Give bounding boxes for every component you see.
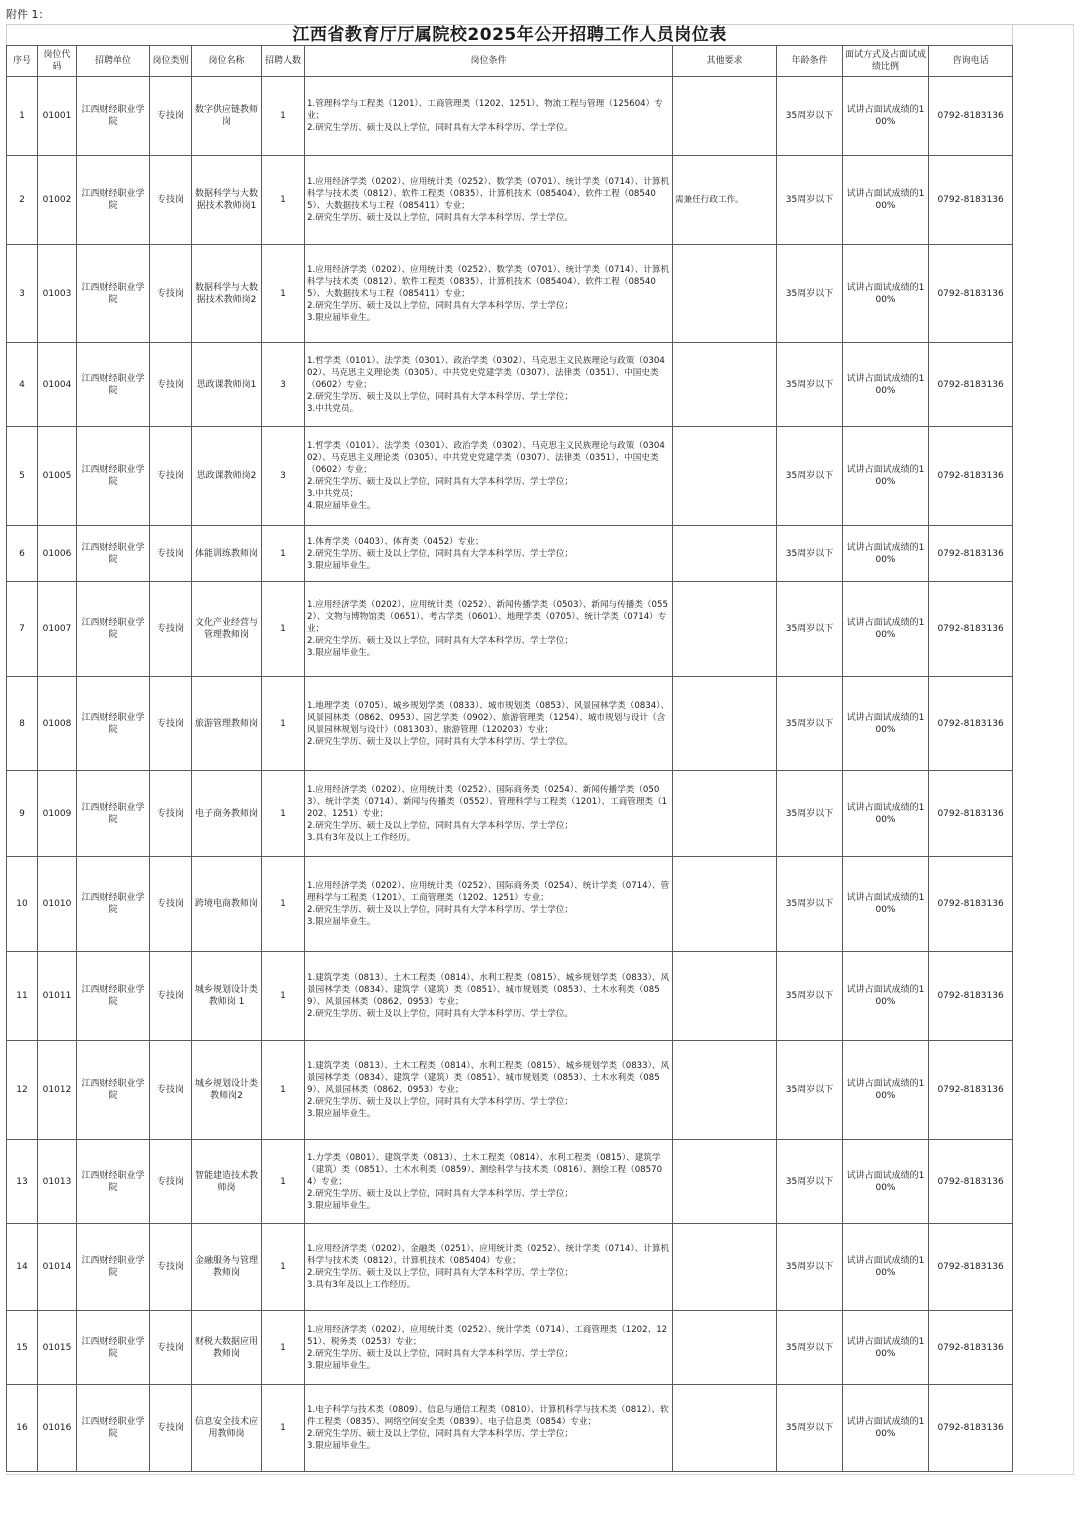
cell-code: 01011 <box>38 952 77 1041</box>
cell-unit: 江西财经职业学院 <box>77 771 150 857</box>
cell-other <box>673 1311 777 1385</box>
cell-seq: 3 <box>7 245 38 343</box>
cell-count: 1 <box>262 1311 305 1385</box>
condition-line: 2.研究生学历、硕士及以上学位，同时具有大学本科学历、学士学位； <box>307 391 574 402</box>
cell-unit: 江西财经职业学院 <box>77 343 150 427</box>
cell-age: 35周岁以下 <box>777 245 843 343</box>
cell-unit: 江西财经职业学院 <box>77 526 150 582</box>
condition-line: 2.研究生学历、硕士及以上学位，同时具有大学本科学历、学士学位； <box>307 1429 574 1439</box>
cell-post-name: 电子商务教师岗 <box>192 771 262 857</box>
cell-post-name: 金融服务与管理教师岗 <box>192 1224 262 1311</box>
cell-interview: 试讲占面试成绩的100% <box>843 343 929 427</box>
cell-category: 专技岗 <box>150 1311 192 1385</box>
cell-other <box>673 77 777 156</box>
table-row <box>7 1041 1013 1140</box>
cell-phone: 0792-8183136 <box>929 1224 1013 1311</box>
condition-line: 4.限应届毕业生。 <box>307 501 376 511</box>
cell-seq: 16 <box>7 1385 38 1472</box>
condition-line: 1.应用经济学类（0202）、应用统计类（0252）、国际商务类（0254）、新闻传播学类（0503）、统计学类（0714）、新闻与传播类（0552）、管理科学与工程类（1201）、工商管理类（1202、1251）专业； <box>307 784 668 819</box>
cell-count: 3 <box>262 343 305 427</box>
table-row <box>7 156 1013 245</box>
condition-line: 1.应用经济学类（0202）、应用统计类（0252）、新闻传播学类（0503）、新闻与传播类（0552）、文物与博物馆类（0651）、考古学类（0601）、地理学类（0705）、统计学类（0714）专业； <box>307 600 668 634</box>
cell-age: 35周岁以下 <box>777 526 843 582</box>
condition-line: 1.哲学类（0101）、法学类（0301）、政治学类（0302）、马克思主义民族理论与政策（030402）、马克思主义理论类（0305）、中共党史党建学类（0307）、法律类（0351）、中国史类（0602）专业； <box>307 441 665 475</box>
condition-line: 2.研究生学历、硕士及以上学位，同时具有大学本科学历、学士学位； <box>307 548 574 559</box>
cell-phone: 0792-8183136 <box>929 1311 1013 1385</box>
table-row <box>7 77 1013 156</box>
condition-line: 3.限应届毕业生。 <box>307 1441 376 1451</box>
cell-conditions <box>305 857 673 952</box>
cell-count: 1 <box>262 526 305 582</box>
cell-other <box>673 952 777 1041</box>
cell-count: 1 <box>262 857 305 952</box>
cell-age: 35周岁以下 <box>777 1385 843 1472</box>
cell-post-name: 体能训练教师岗 <box>192 526 262 582</box>
cell-count: 3 <box>262 427 305 526</box>
condition-line: 3.限应届毕业生。 <box>307 1360 376 1371</box>
condition-line: 2.研究生学历、硕士及以上学位，同时具有大学本科学历、学士学位。 <box>307 1009 574 1019</box>
cell-post-name: 思政课教师岗2 <box>192 427 262 526</box>
cell-conditions <box>305 427 673 526</box>
condition-line: 3.限应届毕业生。 <box>307 917 376 927</box>
condition-line: 1.应用经济学类（0202）、应用统计类（0252）、国际商务类（0254）、统计学类（0714）、管理科学与工程类（1201）、工商管理类（1202、1251）专业； <box>307 881 670 903</box>
cell-age: 35周岁以下 <box>777 427 843 526</box>
condition-line: 1.应用经济学类（0202）、应用统计类（0252）、数学类（0701）、统计学类（0714）、计算机科学与技术类（0812）、软件工程类（0835）、计算机技术（085404）、软件工程（085405）、大数据技术与工程（085411）专业； <box>307 177 670 211</box>
cell-seq: 11 <box>7 952 38 1041</box>
cell-unit: 江西财经职业学院 <box>77 245 150 343</box>
cell-code: 01013 <box>38 1140 77 1224</box>
condition-line: 2.研究生学历、硕士及以上学位，同时具有大学本科学历、学士学位。 <box>307 736 574 747</box>
cell-count: 1 <box>262 582 305 677</box>
cell-count: 1 <box>262 156 305 245</box>
table-row <box>7 343 1013 427</box>
cell-category: 专技岗 <box>150 582 192 677</box>
table-row <box>7 952 1013 1041</box>
cell-count: 1 <box>262 1385 305 1472</box>
cell-seq: 1 <box>7 77 38 156</box>
condition-line: 3.限应届毕业生。 <box>307 1109 376 1119</box>
condition-line: 1.建筑学类（0813）、土木工程类（0814）、水利工程类（0815）、城乡规划学类（0833）、风景园林学类（0834）、建筑学（建筑）类（0851）、城市规划类（0853）、土木水利类（0859）、风景园林类（0862、0953）专业； <box>307 973 670 1007</box>
cell-post-name: 数据科学与大数据技术教师岗1 <box>192 156 262 245</box>
cell-conditions <box>305 1041 673 1140</box>
cell-seq: 9 <box>7 771 38 857</box>
condition-line: 3.限应届毕业生。 <box>307 1200 376 1211</box>
cell-unit: 江西财经职业学院 <box>77 952 150 1041</box>
cell-seq: 6 <box>7 526 38 582</box>
cell-count: 1 <box>262 677 305 771</box>
cell-code: 01016 <box>38 1385 77 1472</box>
condition-line: 1.力学类（0801）、建筑学类（0813）、土木工程类（0814）、水利工程类（0815）、建筑学（建筑）类（0851）、土木水利类（0859）、测绘科学与技术类（0816）、测绘工程（085704）专业； <box>307 1152 663 1187</box>
cell-age: 35周岁以下 <box>777 582 843 677</box>
header-phone: 咨询电话 <box>929 46 1013 77</box>
cell-conditions <box>305 1311 673 1385</box>
cell-age: 35周岁以下 <box>777 156 843 245</box>
cell-category: 专技岗 <box>150 1041 192 1140</box>
cell-phone: 0792-8183136 <box>929 1385 1013 1472</box>
cell-phone: 0792-8183136 <box>929 427 1013 526</box>
cell-phone: 0792-8183136 <box>929 156 1013 245</box>
cell-phone: 0792-8183136 <box>929 77 1013 156</box>
cell-interview: 试讲占面试成绩的100% <box>843 427 929 526</box>
cell-count: 1 <box>262 1140 305 1224</box>
cell-code: 01002 <box>38 156 77 245</box>
condition-line: 2.研究生学历、硕士及以上学位，同时具有大学本科学历、学士学位； <box>307 820 574 831</box>
cell-interview: 试讲占面试成绩的100% <box>843 677 929 771</box>
sheet-gridline <box>6 1474 1074 1475</box>
cell-category: 专技岗 <box>150 1224 192 1311</box>
cell-other <box>673 1224 777 1311</box>
condition-line: 3.中共党员； <box>307 489 359 499</box>
positions-table <box>6 24 1013 1472</box>
cell-conditions <box>305 582 673 677</box>
cell-post-name: 智能建造技术教师岗 <box>192 1140 262 1224</box>
condition-line: 1.哲学类（0101）、法学类（0301）、政治学类（0302）、马克思主义民族理论与政策（030402）、马克思主义理论类（0305）、中共党史党建学类（0307）、法律类（0351）、中国史类（0602）专业； <box>307 355 665 390</box>
header-unit: 招聘单位 <box>77 46 150 77</box>
header-interview: 面试方式及占面试成绩比例 <box>843 46 929 77</box>
cell-seq: 12 <box>7 1041 38 1140</box>
cell-post-name: 城乡规划设计类教师岗 1 <box>192 952 262 1041</box>
cell-unit: 江西财经职业学院 <box>77 1311 150 1385</box>
cell-conditions <box>305 1140 673 1224</box>
cell-conditions <box>305 526 673 582</box>
header-other: 其他要求 <box>673 46 777 77</box>
cell-other <box>673 771 777 857</box>
condition-line: 2.研究生学历、硕士及以上学位，同时具有大学本科学历、学士学位。 <box>307 123 574 133</box>
cell-count: 1 <box>262 771 305 857</box>
condition-line: 2.研究生学历、硕士及以上学位，同时具有大学本科学历、学士学位； <box>307 1188 574 1199</box>
cell-unit: 江西财经职业学院 <box>77 1385 150 1472</box>
table-row <box>7 427 1013 526</box>
cell-unit: 江西财经职业学院 <box>77 77 150 156</box>
cell-phone: 0792-8183136 <box>929 952 1013 1041</box>
condition-line: 3.限应届毕业生。 <box>307 648 376 658</box>
cell-phone: 0792-8183136 <box>929 245 1013 343</box>
cell-conditions <box>305 77 673 156</box>
cell-other <box>673 1385 777 1472</box>
cell-category: 专技岗 <box>150 427 192 526</box>
cell-post-name: 旅游管理教师岗 <box>192 677 262 771</box>
cell-age: 35周岁以下 <box>777 952 843 1041</box>
cell-interview: 试讲占面试成绩的100% <box>843 1041 929 1140</box>
cell-post-name: 数字供应链教师岗 <box>192 77 262 156</box>
cell-category: 专技岗 <box>150 677 192 771</box>
cell-other <box>673 1041 777 1140</box>
condition-line: 1.应用经济学类（0202）、应用统计类（0252）、数学类（0701）、统计学类（0714）、计算机科学与技术类（0812）、软件工程类（0835）、计算机技术（085404）、软件工程（085405）、大数据技术与工程（085411）专业； <box>307 264 670 299</box>
cell-phone: 0792-8183136 <box>929 582 1013 677</box>
header-category: 岗位类别 <box>150 46 192 77</box>
cell-other <box>673 343 777 427</box>
cell-post-name: 文化产业经营与管理教师岗 <box>192 582 262 677</box>
condition-line: 2.研究生学历、硕士及以上学位，同时具有大学本科学历、学士学位； <box>307 636 574 646</box>
cell-category: 专技岗 <box>150 1385 192 1472</box>
cell-code: 01001 <box>38 77 77 156</box>
table-row <box>7 526 1013 582</box>
condition-line: 3.限应届毕业生。 <box>307 560 376 571</box>
cell-unit: 江西财经职业学院 <box>77 156 150 245</box>
header-age: 年龄条件 <box>777 46 843 77</box>
cell-other <box>673 526 777 582</box>
table-row <box>7 677 1013 771</box>
cell-unit: 江西财经职业学院 <box>77 582 150 677</box>
cell-age: 35周岁以下 <box>777 857 843 952</box>
cell-count: 1 <box>262 77 305 156</box>
condition-line: 2.研究生学历、硕士及以上学位，同时具有大学本科学历、学士学位。 <box>307 213 574 223</box>
header-conditions: 岗位条件 <box>305 46 673 77</box>
cell-interview: 试讲占面试成绩的100% <box>843 1311 929 1385</box>
cell-other: 需兼任行政工作。 <box>673 156 777 245</box>
table-row <box>7 1140 1013 1224</box>
cell-code: 01010 <box>38 857 77 952</box>
header-code: 岗位代码 <box>38 46 77 77</box>
cell-unit: 江西财经职业学院 <box>77 677 150 771</box>
cell-age: 35周岁以下 <box>777 677 843 771</box>
cell-conditions <box>305 343 673 427</box>
cell-code: 01014 <box>38 1224 77 1311</box>
cell-interview: 试讲占面试成绩的100% <box>843 77 929 156</box>
cell-conditions <box>305 245 673 343</box>
cell-other <box>673 677 777 771</box>
cell-seq: 2 <box>7 156 38 245</box>
cell-phone: 0792-8183136 <box>929 771 1013 857</box>
cell-seq: 7 <box>7 582 38 677</box>
condition-line: 1.地理学类（0705）、城乡规划学类（0833）、城市规划类（0853）、风景园林学类（0834）、风景园林类（0862、0953）、园艺学类（0902）、旅游管理类（1254）、城市规划与设计（含风景园林规划与设计）（081303）、旅游管理（120203）专业； <box>307 700 670 735</box>
header-post-name: 岗位名称 <box>192 46 262 77</box>
cell-unit: 江西财经职业学院 <box>77 1224 150 1311</box>
cell-code: 01012 <box>38 1041 77 1140</box>
cell-seq: 10 <box>7 857 38 952</box>
header-seq: 序号 <box>7 46 38 77</box>
cell-code: 01007 <box>38 582 77 677</box>
cell-category: 专技岗 <box>150 526 192 582</box>
cell-code: 01004 <box>38 343 77 427</box>
table-row <box>7 1224 1013 1311</box>
cell-code: 01006 <box>38 526 77 582</box>
cell-other <box>673 1140 777 1224</box>
condition-line: 3.限应届毕业生。 <box>307 312 376 323</box>
cell-code: 01005 <box>38 427 77 526</box>
condition-line: 3.中共党员。 <box>307 403 359 414</box>
cell-post-name: 跨境电商教师岗 <box>192 857 262 952</box>
cell-interview: 试讲占面试成绩的100% <box>843 156 929 245</box>
cell-category: 专技岗 <box>150 156 192 245</box>
condition-line: 3.具有3年及以上工作经历。 <box>307 832 416 843</box>
cell-seq: 4 <box>7 343 38 427</box>
condition-line: 1.电子科学与技术类（0809）、信息与通信工程类（0810）、计算机科学与技术类（0812）、软件工程类（0835）、网络空间安全类（0839）、电子信息类（0854）专业； <box>307 1405 669 1427</box>
cell-other <box>673 582 777 677</box>
cell-unit: 江西财经职业学院 <box>77 857 150 952</box>
cell-phone: 0792-8183136 <box>929 1041 1013 1140</box>
condition-line: 2.研究生学历、硕士及以上学位，同时具有大学本科学历、学士学位； <box>307 1097 574 1107</box>
table-row <box>7 582 1013 677</box>
cell-interview: 试讲占面试成绩的100% <box>843 1385 929 1472</box>
condition-line: 2.研究生学历、硕士及以上学位，同时具有大学本科学历、学士学位； <box>307 477 574 487</box>
condition-line: 1.体育学类（0403）、体育类（0452）专业； <box>307 536 484 547</box>
condition-line: 2.研究生学历、硕士及以上学位，同时具有大学本科学历、学士学位； <box>307 300 574 311</box>
cell-code: 01015 <box>38 1311 77 1385</box>
cell-post-name: 财税大数据应用教师岗 <box>192 1311 262 1385</box>
cell-category: 专技岗 <box>150 1140 192 1224</box>
cell-other <box>673 857 777 952</box>
cell-conditions <box>305 156 673 245</box>
table-row <box>7 857 1013 952</box>
cell-age: 35周岁以下 <box>777 1311 843 1385</box>
cell-age: 35周岁以下 <box>777 1224 843 1311</box>
table-row <box>7 1311 1013 1385</box>
cell-unit: 江西财经职业学院 <box>77 1041 150 1140</box>
cell-category: 专技岗 <box>150 857 192 952</box>
cell-seq: 13 <box>7 1140 38 1224</box>
cell-age: 35周岁以下 <box>777 1140 843 1224</box>
condition-line: 2.研究生学历、硕士及以上学位，同时具有大学本科学历、学士学位； <box>307 1348 574 1359</box>
cell-conditions <box>305 677 673 771</box>
condition-line: 2.研究生学历、硕士及以上学位，同时具有大学本科学历、学士学位； <box>307 1268 574 1278</box>
cell-other <box>673 245 777 343</box>
cell-interview: 试讲占面试成绩的100% <box>843 245 929 343</box>
page-title: 江西省教育厅厅属院校2025年公开招聘工作人员岗位表 <box>7 24 1013 46</box>
cell-phone: 0792-8183136 <box>929 526 1013 582</box>
condition-line: 3.具有3年及以上工作经历。 <box>307 1280 416 1290</box>
condition-line: 1.应用经济学类（0202）、应用统计类（0252）、统计学类（0714）、工商管理类（1202、1251）、税务类（0253）专业； <box>307 1324 668 1347</box>
attachment-label: 附件 1： <box>6 8 50 21</box>
table-row <box>7 1385 1013 1472</box>
header-row <box>7 46 1013 77</box>
cell-interview: 试讲占面试成绩的100% <box>843 771 929 857</box>
cell-age: 35周岁以下 <box>777 343 843 427</box>
condition-line: 1.应用经济学类（0202）、金融类（0251）、应用统计类（0252）、统计学类（0714）、计算机科学与技术类（0812）、计算机技术（085404）专业； <box>307 1244 670 1266</box>
cell-interview: 试讲占面试成绩的100% <box>843 1224 929 1311</box>
cell-post-name: 思政课教师岗1 <box>192 343 262 427</box>
cell-unit: 江西财经职业学院 <box>77 1140 150 1224</box>
cell-interview: 试讲占面试成绩的100% <box>843 952 929 1041</box>
cell-interview: 试讲占面试成绩的100% <box>843 526 929 582</box>
condition-line: 1.管理科学与工程类（1201）、工商管理类（1202、1251）、物流工程与管理（125604）专业； <box>307 99 663 121</box>
cell-phone: 0792-8183136 <box>929 343 1013 427</box>
cell-code: 01009 <box>38 771 77 857</box>
cell-conditions <box>305 771 673 857</box>
header-count: 招聘人数 <box>262 46 305 77</box>
table-row <box>7 771 1013 857</box>
cell-seq: 8 <box>7 677 38 771</box>
cell-phone: 0792-8183136 <box>929 1140 1013 1224</box>
cell-age: 35周岁以下 <box>777 771 843 857</box>
cell-phone: 0792-8183136 <box>929 677 1013 771</box>
cell-count: 1 <box>262 1224 305 1311</box>
cell-post-name: 城乡规划设计类教师岗2 <box>192 1041 262 1140</box>
cell-phone: 0792-8183136 <box>929 857 1013 952</box>
cell-category: 专技岗 <box>150 245 192 343</box>
cell-other <box>673 427 777 526</box>
cell-seq: 5 <box>7 427 38 526</box>
cell-interview: 试讲占面试成绩的100% <box>843 1140 929 1224</box>
cell-count: 1 <box>262 245 305 343</box>
cell-unit: 江西财经职业学院 <box>77 427 150 526</box>
condition-line: 2.研究生学历、硕士及以上学位，同时具有大学本科学历、学士学位； <box>307 905 574 915</box>
cell-count: 1 <box>262 1041 305 1140</box>
cell-conditions <box>305 1385 673 1472</box>
cell-category: 专技岗 <box>150 77 192 156</box>
cell-post-name: 信息安全技术应用教师岗 <box>192 1385 262 1472</box>
cell-age: 35周岁以下 <box>777 1041 843 1140</box>
cell-interview: 试讲占面试成绩的100% <box>843 857 929 952</box>
sheet-gridline <box>1073 24 1074 1474</box>
cell-seq: 15 <box>7 1311 38 1385</box>
cell-code: 01008 <box>38 677 77 771</box>
cell-interview: 试讲占面试成绩的100% <box>843 582 929 677</box>
cell-conditions <box>305 952 673 1041</box>
condition-line: 1.建筑学类（0813）、土木工程类（0814）、水利工程类（0815）、城乡规划学类（0833）、风景园林学类（0834）、建筑学（建筑）类（0851）、城市规划类（0853）、土木水利类（0859）、风景园林类（0862、0953）专业； <box>307 1061 670 1095</box>
cell-category: 专技岗 <box>150 343 192 427</box>
cell-code: 01003 <box>38 245 77 343</box>
table-body <box>7 77 1013 1472</box>
cell-count: 1 <box>262 952 305 1041</box>
cell-conditions <box>305 1224 673 1311</box>
cell-seq: 14 <box>7 1224 38 1311</box>
cell-post-name: 数据科学与大数据技术教师岗2 <box>192 245 262 343</box>
cell-category: 专技岗 <box>150 952 192 1041</box>
table-row <box>7 245 1013 343</box>
cell-age: 35周岁以下 <box>777 77 843 156</box>
cell-category: 专技岗 <box>150 771 192 857</box>
